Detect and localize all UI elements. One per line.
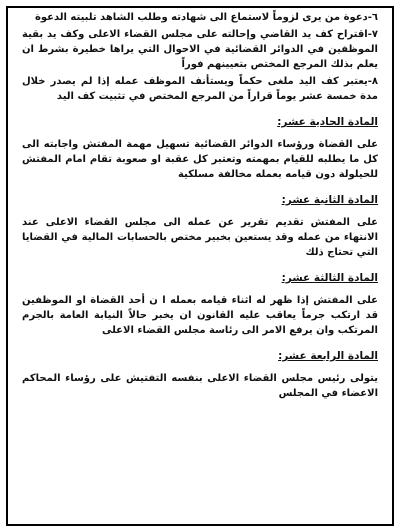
article-12-heading: المادة الثانية عشر: — [281, 194, 378, 206]
list-item-8: ٨-يعتبر كف اليد ملغى حكماً ويستأنف الموظف عمله إذا لم يصدر خلال مدة خمسة عشر يوماً قراراً من المرجع المختص في تثبيت كف اليد — [22, 76, 378, 102]
article-14-text: يتولى رئيس مجلس القضاء الاعلى بنفسه التفتيش على رؤساء المحاكم الاعضاء في المجلس — [22, 373, 378, 399]
article-12-text: على المفتش تقديم تقرير عن عمله الى مجلس القضاء الاعلى عند الانتهاء من عمله وقد يستعين بخبير مختص بالحسابات المالية في القضايا التي تحتاج ذلك — [22, 217, 378, 258]
article-14 — [22, 349, 378, 401]
article-14-heading: المادة الرابعة عشر: — [278, 350, 378, 362]
article-11-text: على القضاة ورؤساء الدوائر القضائية تسهيل مهمة المفتش واجابته الى كل ما يطلبه للقيام بمهمته وتعتبر كل عقبة او صعوبة تقام امام المفتش للحيلولة دون قيامه بعمله مخالفة مسلكية — [22, 139, 378, 180]
article-12 — [22, 193, 378, 260]
article-13-text: على المفتش إذا ظهر له اثناء قيامه بعمله ا ن أحد القضاة او الموظفين قد ارتكب جرماً يعاقب عليه القانون ان يخبر حالاً النيابة العامة بالجرم المرتكب وان يرفع الامر الى رئاسة مجلس القضاء الاعلى — [22, 295, 378, 336]
list-item-7: ٧-اقتراح كف يد القاضي وإحالته على مجلس القضاء الاعلى وكف يد بقية الموظفين في الدوائر القضائية في الاحوال التي يراها خطيرة بشرط ان يعلم بذلك المرجع المختص بتعيينهم فوراً — [22, 29, 378, 70]
document-body — [22, 10, 378, 401]
article-13-heading: المادة الثالثة عشر: — [281, 272, 378, 284]
list-item-6: ٦-دعوة من يرى لزوماً لاستماع الى شهادته وطلب الشاهد تلبيته الدعوة — [34, 12, 378, 23]
article-11 — [22, 115, 378, 182]
article-13 — [22, 271, 378, 338]
article-11-heading: المادة الحادية عشر: — [277, 116, 378, 128]
